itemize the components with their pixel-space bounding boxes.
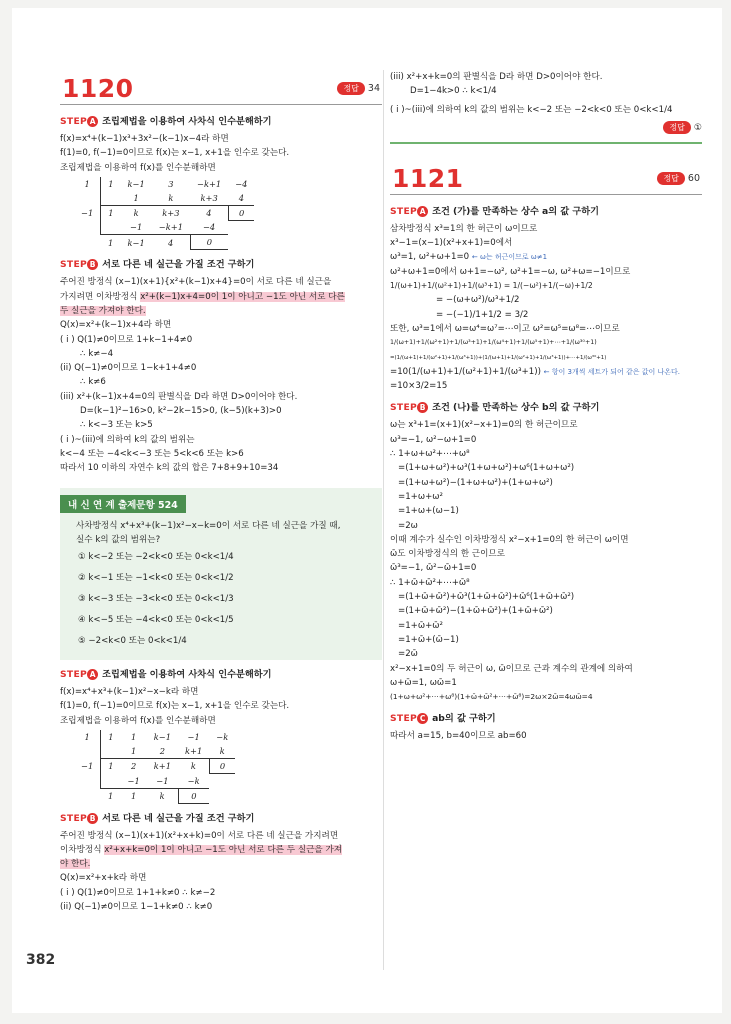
step-label: STEP	[390, 205, 418, 217]
answer-badge: 정답	[663, 121, 690, 134]
text-line: ( i ) Q(1)≠0이므로 1+k−1+4≠0	[60, 334, 193, 345]
column-divider	[383, 70, 384, 970]
answer-tag	[657, 172, 700, 185]
step-letter: A	[87, 669, 98, 680]
text-line: =1+ω+ω²	[398, 491, 443, 502]
text-span: =10(1/(ω+1)+1/(ω²+1)+1/(ω³+1))	[390, 366, 541, 377]
step-title: 조건 (나)를 만족하는 상수 b의 값 구하기	[432, 402, 600, 414]
text-line: Q(x)=x²+x+k라 하면	[60, 873, 147, 884]
text-line	[390, 250, 702, 264]
step-title: 서로 다른 네 실근을 가질 조건 구하기	[102, 812, 255, 824]
highlighted-text: x²+(k−1)x+4=0이 1이 아니고 −1도 아닌 서로 다른	[140, 291, 345, 302]
step-letter: A	[417, 206, 428, 217]
text-line: ( i )~(iii)에 의하여 k의 값의 범위는 k<−2 또는 −2<k<0 또는 0<k<1/4	[390, 104, 673, 115]
option-2: ② k<−1 또는 −1<k<0 또는 0<k<1/2	[78, 573, 234, 584]
cell: 2	[159, 746, 166, 757]
text-line: ω³=−1, ω²−ω+1=0	[390, 434, 477, 445]
cell: 1	[101, 205, 121, 220]
step-a-heading	[60, 113, 382, 127]
highlighted-text: 두 실근을 가져야 한다.	[60, 305, 146, 316]
note-text: ω는 허근이므로 ω≠1	[479, 253, 548, 262]
text-line: ω̄³=−1, ω̄²−ω̄+1=0	[390, 563, 477, 574]
step-label: STEP	[390, 402, 418, 414]
problem-number: 1121	[392, 163, 464, 193]
cell: 0	[228, 205, 254, 220]
answer-badge: 정답	[337, 82, 364, 95]
cell: k	[178, 759, 209, 774]
cell: k−1	[153, 732, 172, 743]
step-letter: B	[417, 402, 428, 413]
question-line: 사차방정식 x⁴+x³+(k−1)x²−x−k=0이 서로 다른 네 실근을 가질 때,	[76, 520, 341, 531]
text-line: =(1+ω̄+ω̄²)+ω̄³(1+ω̄+ω̄²)+ω̄⁶(1+ω̄+ω̄²)	[398, 592, 575, 603]
answer-value: 34	[367, 83, 380, 94]
text-line: f(x)=x⁴+x³+(k−1)x²−x−k라 하면	[60, 687, 199, 698]
text-line: 또한, ω³=1에서 ω=ω⁴=ω⁷=⋯이고 ω²=ω⁵=ω⁸=⋯이므로	[390, 323, 620, 334]
text-line: 1/(ω+1)+1/(ω²+1)+1/(ω³+1)+1/(ω⁴+1)+1/(ω⁵+1)+⋯+1/(ω³⁰+1)	[390, 339, 597, 347]
cell: 1	[130, 746, 137, 757]
note-text: 항이 3개씩 세트가 되어 같은 값이 나온다.	[551, 367, 680, 376]
text-line: ( i )~(iii)에 의하여 k의 값의 범위는	[60, 434, 195, 445]
text-line: =(1+ω+ω²)+ω³(1+ω+ω²)+ω⁶(1+ω+ω²)	[398, 463, 575, 474]
problem-header-1121	[390, 160, 702, 195]
step-label: STEP	[390, 713, 418, 725]
cell: 1	[130, 732, 137, 743]
text-line: 주어진 방정식 (x−1)(x+1)(x²+x+k)=0이 서로 다른 네 실근을 가지려면	[60, 830, 339, 841]
text-line: ∴ k≠−4	[80, 348, 114, 359]
text-line	[390, 365, 702, 379]
text-line: (1+ω+ω²+⋯+ω⁸)(1+ω̄+ω̄²+⋯+ω̄⁸)=2ω×2ω̄=4ωω̄=4	[390, 692, 593, 702]
box-title: 내 신 연 계 출제문항 524	[60, 495, 186, 513]
step-letter: B	[87, 259, 98, 270]
text-line: ω는 x³+1=(x+1)(x²−x+1)=0의 한 허근이므로	[390, 420, 578, 431]
cell: 0	[209, 759, 235, 774]
step-label: STEP	[60, 812, 88, 824]
text-line: ∴ 1+ω+ω²+⋯+ω⁸	[390, 449, 470, 460]
cell: −1	[81, 761, 94, 772]
cell: −k+1	[197, 178, 222, 189]
text-line: f(1)=0, f(−1)=0이므로 f(x)는 x−1, x+1을 인수로 갖는다.	[60, 701, 290, 712]
text-line: 따라서 a=15, b=40이므로 ab=60	[390, 731, 527, 742]
text-line: =10×3/2=15	[390, 381, 448, 392]
answer-tag	[337, 82, 380, 95]
text-line: =1+ω+(ω−1)	[398, 506, 459, 517]
step-title: ab의 값 구하기	[432, 713, 496, 725]
cell: k+3	[200, 192, 218, 203]
text-line: =1+ω̄+(ω̄−1)	[398, 634, 459, 645]
cell: 1	[101, 759, 121, 774]
answer-value: ①	[693, 122, 702, 133]
section-divider	[390, 142, 702, 144]
text-line: f(1)=0, f(−1)=0이므로 f(x)는 x−1, x+1을 인수로 갖는다.	[60, 148, 290, 159]
step-title: 조립제법을 이용하여 사차식 인수분해하기	[102, 669, 272, 681]
right-column	[390, 70, 702, 744]
step-title: 조건 (가)를 만족하는 상수 a의 값 구하기	[432, 205, 600, 217]
page-number: 382	[26, 952, 56, 968]
text-line: =(1+ω̄+ω̄²)−(1+ω̄+ω̄²)+(1+ω̄+ω̄²)	[398, 606, 553, 617]
cell: −1	[156, 775, 169, 786]
highlighted-text: 야 한다.	[60, 859, 91, 870]
cell: −1	[130, 222, 143, 233]
problem-number: 1120	[62, 74, 134, 103]
option-4: ④ k<−5 또는 −4<k<0 또는 0<k<1/5	[78, 615, 234, 626]
cell: k	[219, 746, 225, 757]
synthetic-division-table-1	[74, 177, 254, 251]
cell: k−1	[127, 178, 145, 189]
cell: −4	[202, 222, 216, 233]
text-line: =(1/(ω+1)+1/(ω²+1)+1/(ω³+1))+(1/(ω+1)+1/(ω²+1)+1/(ω³+1))+⋯+1/(ω³⁰+1)	[390, 354, 607, 361]
cell: 0	[178, 788, 209, 803]
problem-header-1120	[60, 70, 382, 105]
cell: −1	[187, 732, 200, 743]
step-b-heading-2	[60, 810, 382, 824]
cell: 1	[101, 235, 121, 250]
question-line: 실수 k의 값의 범위는?	[76, 534, 161, 545]
step-b-heading	[60, 256, 382, 270]
text-line: = −(ω+ω²)/ω³+1/2	[436, 295, 520, 306]
cell: −4	[235, 178, 248, 189]
cell: 1	[133, 192, 139, 203]
option-5: ⑤ −2<k<0 또는 0<k<1/4	[78, 636, 187, 647]
synthetic-division-table-2	[74, 730, 235, 804]
cell: 4	[152, 235, 190, 250]
step-label: STEP	[60, 259, 88, 271]
text-line: Q(x)=x²+(k−1)x+4라 하면	[60, 320, 172, 331]
text-line: = −(−1)/1+1/2 = 3/2	[436, 309, 529, 320]
text-line: =2ω̄	[398, 649, 418, 660]
cell: k	[168, 192, 174, 203]
cell: −1	[81, 207, 94, 218]
text-line: x³−1=(x−1)(x²+x+1)=0에서	[390, 238, 513, 249]
side-note: ← 항이 3개씩 세트가 되어 같은 값이 나온다.	[543, 367, 680, 376]
text-line: ω²+ω+1=0에서 ω+1=−ω², ω²+1=−ω, ω²+ω=−1이므로	[390, 266, 631, 277]
answer-badge: 정답	[657, 172, 684, 185]
text-line: ω+ω̄=1, ωω̄=1	[390, 677, 457, 688]
side-note: ← ω는 허근이므로 ω≠1	[471, 253, 548, 262]
cell: 2	[121, 759, 147, 774]
option-3: ③ k<−3 또는 −3<k<0 또는 0<k<1/3	[78, 594, 234, 605]
left-column	[60, 70, 382, 914]
highlighted-text: x²+x+k=0이 1이 아니고 −1도 아닌 서로 다른 두 실근을 가져	[104, 844, 343, 855]
cell: k	[121, 205, 152, 220]
step-a-heading	[390, 203, 702, 217]
cell: −k	[216, 732, 229, 743]
step-title: 서로 다른 네 실근을 가질 조건 구하기	[102, 259, 255, 271]
step-b-heading	[390, 399, 702, 413]
step-label: STEP	[60, 116, 88, 127]
option-1: ① k<−2 또는 −2<k<0 또는 0<k<1/4	[78, 552, 234, 563]
text-line	[60, 304, 382, 318]
text-line: 따라서 10 이하의 자연수 k의 값의 합은 7+8+9+10=34	[60, 463, 279, 474]
cell: 1	[121, 788, 147, 803]
text-line	[60, 290, 382, 304]
text-line: ∴ 1+ω̄+ω̄²+⋯+ω̄⁸	[390, 577, 470, 588]
text-line: ∴ k<−3 또는 k>5	[80, 420, 153, 431]
step-label: STEP	[60, 669, 88, 681]
cell: k+1	[147, 759, 178, 774]
text-span: ω³=1, ω²+ω+1=0	[390, 252, 470, 263]
cell: 1	[101, 177, 121, 191]
step-letter: C	[417, 713, 428, 724]
step-letter: A	[87, 116, 98, 127]
cell: k	[147, 788, 178, 803]
cell: −1	[127, 775, 140, 786]
cell: −k	[187, 775, 200, 786]
cell: 1	[84, 732, 90, 743]
cell: k+3	[152, 205, 190, 220]
answer-value: 60	[687, 172, 700, 184]
cell: 0	[190, 235, 228, 250]
text-line: ∴ k≠6	[80, 377, 106, 388]
cell: 1	[101, 788, 121, 803]
text-line: =1+ω̄+ω̄²	[398, 620, 443, 631]
cell: 3	[168, 178, 174, 189]
text-line: (ii) Q(−1)≠0이므로 1−1+k≠0 ∴ k≠0	[60, 902, 213, 913]
text-line: =2ω	[398, 520, 418, 531]
text-line: 조립제법을 이용하여 f(x)를 인수분해하면	[60, 715, 216, 726]
text-line: (ii) Q(−1)≠0이므로 1−k+1+4≠0	[60, 363, 197, 374]
step-letter: B	[87, 813, 98, 824]
text-line: D=1−4k>0 ∴ k<1/4	[410, 86, 497, 97]
text-line	[60, 843, 382, 857]
text-line: 주어진 방정식 (x−1)(x+1){x²+(k−1)x+4}=0이 서로 다른 네 실근을	[60, 277, 332, 288]
text-span: 가지려면 이차방정식	[60, 291, 141, 302]
text-line: 1/(ω+1)+1/(ω²+1)+1/(ω³+1) = 1/(−ω²)+1/(−ω)+1/2	[390, 281, 593, 291]
cell: 4	[238, 192, 244, 203]
step-a-heading-2	[60, 666, 382, 680]
text-line: 삼차방정식 x³=1의 한 허근이 ω이므로	[390, 223, 538, 234]
text-span: 이차방정식	[60, 844, 105, 855]
cell: k+1	[185, 746, 203, 757]
cell: k−1	[121, 235, 152, 250]
text-line: f(x)=x⁴+(k−1)x³+3x²−(k−1)x−4라 하면	[60, 134, 229, 144]
related-problem-box	[60, 488, 382, 661]
cell: 4	[190, 205, 228, 220]
text-line: (iii) x²+x+k=0의 판별식을 D라 하면 D>0이어야 한다.	[390, 72, 603, 82]
text-line: 이때 계수가 실수인 이차방정식 x²−x+1=0의 한 허근이 ω이면	[390, 534, 629, 545]
text-line: D=(k−1)²−16>0, k²−2k−15>0, (k−5)(k+3)>0	[80, 406, 282, 417]
answer-tag-1120	[390, 121, 702, 134]
text-line: x²−x+1=0의 두 허근이 ω, ω̄이므로 근과 계수의 관계에 의하여	[390, 663, 633, 674]
text-line: =(1+ω+ω²)−(1+ω+ω²)+(1+ω+ω²)	[398, 477, 553, 488]
cell: 1	[84, 178, 90, 189]
text-line: ω̄도 이차방정식의 한 근이므로	[390, 549, 506, 560]
text-line: ( i ) Q(1)≠0이므로 1+1+k≠0 ∴ k≠−2	[60, 887, 216, 898]
text-line: 조립제법을 이용하여 f(x)를 인수분해하면	[60, 162, 216, 173]
cell: 1	[101, 730, 121, 744]
text-line	[60, 857, 382, 871]
cell: −k+1	[158, 222, 183, 233]
step-title: 조립제법을 이용하여 사차식 인수분해하기	[102, 116, 272, 127]
page	[12, 8, 722, 1013]
step-c-heading	[390, 710, 702, 724]
text-line: (iii) x²+(k−1)x+4=0의 판별식을 D라 하면 D>0이어야 한다.	[60, 391, 298, 402]
text-line: k<−4 또는 −4<k<−3 또는 5<k<6 또는 k>6	[60, 448, 244, 459]
